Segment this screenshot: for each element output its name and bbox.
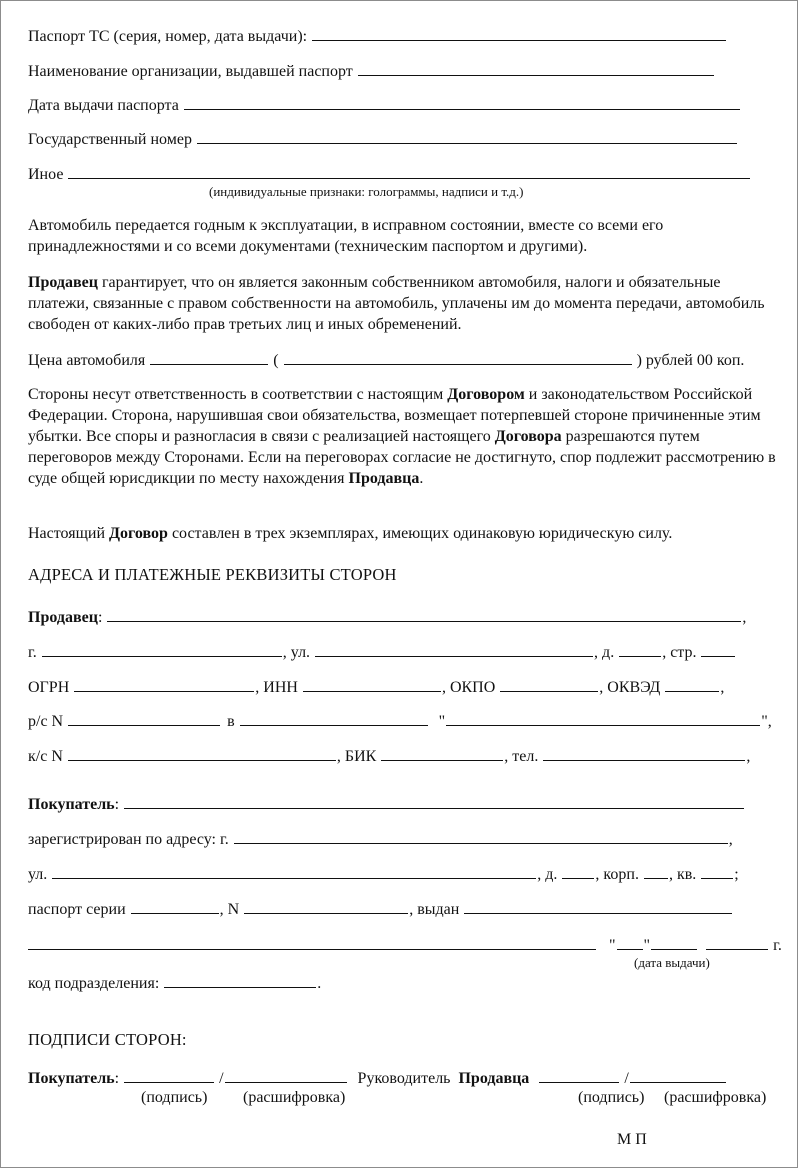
- building-label: , стр.: [662, 644, 697, 661]
- date-quote-open: ": [609, 937, 616, 954]
- price-line: [28, 350, 744, 370]
- issue-date-field[interactable]: [184, 95, 740, 110]
- okved-field[interactable]: [665, 677, 719, 692]
- org-field[interactable]: [358, 61, 714, 76]
- bik-label: , БИК: [336, 748, 377, 765]
- phone-comma: ,: [746, 748, 751, 765]
- issue-year-field[interactable]: [706, 935, 768, 950]
- phone-field[interactable]: [543, 746, 745, 761]
- rs-field[interactable]: [68, 711, 220, 726]
- sign-buyer-colon: :: [114, 1070, 120, 1087]
- liability-end: .: [419, 470, 424, 487]
- passport-series-field[interactable]: [131, 899, 219, 914]
- head-of-label: Руководитель: [357, 1070, 451, 1087]
- division-line: [28, 973, 321, 993]
- okpo-field[interactable]: [500, 677, 598, 692]
- other-label: Иное: [28, 166, 64, 183]
- registered-comma: ,: [728, 831, 733, 848]
- seller-decode-field[interactable]: [630, 1068, 726, 1083]
- phone-label: , тел.: [504, 748, 539, 765]
- bik-field[interactable]: [381, 746, 503, 761]
- buyer-house-field[interactable]: [562, 864, 594, 879]
- issued-by-field[interactable]: [28, 935, 596, 950]
- buyer-registered-line: [28, 829, 733, 849]
- passport-series-label: паспорт серии: [28, 901, 126, 918]
- contract-word: Договором: [447, 386, 525, 403]
- bank-name-field[interactable]: [446, 711, 760, 726]
- issue-date-label: Дата выдачи паспорта: [28, 97, 179, 114]
- buyer-decode-hint: (расшифровка): [243, 1089, 346, 1106]
- passport-number-field[interactable]: [244, 899, 408, 914]
- okpo-label: , ОКПО: [441, 679, 496, 696]
- buyer-line: [28, 794, 745, 814]
- seller-codes-line: [28, 677, 724, 697]
- issue-day-field[interactable]: [617, 935, 643, 950]
- ks-field[interactable]: [68, 746, 336, 761]
- issued-label: , выдан: [409, 901, 460, 918]
- buyer-flat-semicolon: ;: [734, 866, 739, 883]
- date-hint: (дата выдачи): [634, 955, 710, 970]
- liability-text-1: Стороны несут ответственность в соответствии с настоящим: [28, 386, 448, 403]
- passport-line: [28, 26, 727, 46]
- copies-word: Договор: [109, 525, 168, 542]
- house-label: , д.: [594, 644, 615, 661]
- seller-comma: ,: [742, 609, 747, 626]
- buyer-decode-field[interactable]: [225, 1068, 347, 1083]
- guarantee-clause: [28, 272, 778, 335]
- building-field[interactable]: [701, 642, 735, 657]
- division-field[interactable]: [164, 973, 316, 988]
- plate-line: [28, 129, 738, 149]
- issue-month-field[interactable]: [651, 935, 697, 950]
- division-dot: .: [317, 975, 322, 992]
- year-label: г.: [773, 937, 782, 954]
- buyer-name-field[interactable]: [124, 794, 744, 809]
- okved-label: , ОКВЭД: [599, 679, 661, 696]
- seller-gen-word: Продавца: [348, 470, 420, 487]
- seller-slash: /: [624, 1070, 629, 1087]
- buyer-corp-field[interactable]: [644, 864, 668, 879]
- registered-city-field[interactable]: [234, 829, 728, 844]
- copies-clause: [28, 523, 778, 544]
- date-quote-close: ": [643, 937, 651, 954]
- issue-date-line: [28, 95, 741, 115]
- buyer-flat-label: , кв.: [668, 866, 697, 883]
- other-field[interactable]: [68, 164, 750, 179]
- buyer-corp-label: , корп.: [595, 866, 639, 883]
- seller-corr-line: [28, 746, 750, 766]
- issued-field[interactable]: [464, 899, 732, 914]
- org-line: [28, 61, 715, 81]
- buyer-signature-field[interactable]: [124, 1068, 214, 1083]
- other-hint: (индивидуальные признаки: голограммы, надписи и т.д.): [209, 184, 524, 199]
- seller-signature-field[interactable]: [539, 1068, 619, 1083]
- passport-field[interactable]: [312, 26, 726, 41]
- buyer-street-label: ул.: [28, 866, 48, 883]
- price-suffix: ) рублей 00 коп.: [636, 352, 745, 369]
- seller-bank-line: [28, 711, 772, 731]
- inn-label: , ИНН: [255, 679, 298, 696]
- liability-text-3: разрешаются путем переговоров между Сторонами. Если на переговорах согласие не достигнуто, спор подлежит рассмотрению в суде общей юрисдикции по месту нахождения: [28, 428, 776, 487]
- seller-word: Продавец: [28, 274, 98, 291]
- street-label: , ул.: [282, 644, 311, 661]
- seller-colon: :: [97, 609, 103, 626]
- quote-close: ",: [761, 713, 772, 730]
- sign-buyer-label: Покупатель: [28, 1070, 115, 1087]
- seller-line: [28, 607, 746, 627]
- city-label: г.: [28, 644, 37, 661]
- ogrn-label: ОГРН: [28, 679, 70, 696]
- buyer-issued-line: [28, 935, 782, 955]
- street-field[interactable]: [315, 642, 593, 657]
- passport-number-label: , N: [219, 901, 240, 918]
- sign-seller-label: Продавца: [458, 1070, 530, 1087]
- bank-in-label: в: [227, 713, 235, 730]
- ogrn-field[interactable]: [74, 677, 254, 692]
- inn-field[interactable]: [303, 677, 441, 692]
- division-label: код подразделения:: [28, 975, 160, 992]
- seller-address-line: [28, 642, 736, 662]
- addresses-heading: АДРЕСА И ПЛАТЕЖНЫЕ РЕКВИЗИТЫ СТОРОН: [28, 565, 397, 584]
- org-label: Наименование организации, выдавшей паспорт: [28, 63, 353, 80]
- seller-sign-hint: (подпись): [578, 1089, 645, 1106]
- contract-gen-word: Договора: [494, 428, 562, 445]
- seller-label: Продавец: [28, 609, 98, 626]
- passport-label: Паспорт ТС (серия, номер, дата выдачи):: [28, 28, 308, 45]
- liability-text-2: и законодательством Российской Федерации. Сторона, нарушившая свои обязательства, возмещает потерпевшей стороне причиненные этим убытки. Все споры и разногласия в связи с реализацией настоящего: [28, 386, 761, 445]
- price-label: Цена автомобиля: [28, 352, 146, 369]
- signatures-heading: ПОДПИСИ СТОРОН:: [28, 1030, 187, 1049]
- rs-label: р/с N: [28, 713, 64, 730]
- stamp-mark: М П: [617, 1131, 647, 1148]
- buyer-passport-line: [28, 899, 733, 919]
- price-open: (: [273, 352, 279, 369]
- price-field[interactable]: [150, 350, 268, 365]
- buyer-flat-field[interactable]: [701, 864, 733, 879]
- other-line: [28, 164, 751, 184]
- signature-line: [28, 1068, 727, 1088]
- city-field[interactable]: [42, 642, 282, 657]
- buyer-street-line: [28, 864, 739, 884]
- buyer-slash: /: [219, 1070, 224, 1087]
- price-words-field[interactable]: [284, 350, 632, 365]
- seller-name-field[interactable]: [107, 607, 741, 622]
- liability-clause: [28, 384, 778, 489]
- buyer-label: Покупатель: [28, 796, 115, 813]
- buyer-house-label: , д.: [537, 866, 558, 883]
- ks-label: к/с N: [28, 748, 63, 765]
- copies-text-2: составлен в трех экземплярах, имеющих одинаковую юридическую силу.: [167, 525, 673, 542]
- house-field[interactable]: [619, 642, 661, 657]
- quote-open: ": [438, 713, 446, 730]
- registered-label: зарегистрирован по адресу: г.: [28, 831, 229, 848]
- guarantee-text: гарантирует, что он является законным собственником автомобиля, налоги и обязательные платежи, связанные с правом собственности на автомобиль, уплачены им до момента передачи, автомобиль свободен от каких-либо прав третьих лиц и иных обременений.: [28, 274, 765, 333]
- plate-label: Государственный номер: [28, 131, 192, 148]
- copies-text-1: Настоящий: [28, 525, 110, 542]
- plate-field[interactable]: [197, 129, 737, 144]
- buyer-sign-hint: (подпись): [141, 1089, 208, 1106]
- seller-decode-hint: (расшифровка): [664, 1089, 767, 1106]
- buyer-street-field[interactable]: [52, 864, 536, 879]
- buyer-colon: :: [114, 796, 120, 813]
- bank-field[interactable]: [240, 711, 428, 726]
- condition-clause: Автомобиль передается годным к эксплуатации, в исправном состоянии, вместе со всеми его принадлежностями и со всеми документами (техническим паспортом и другими).: [28, 217, 664, 255]
- okved-comma: ,: [720, 679, 725, 696]
